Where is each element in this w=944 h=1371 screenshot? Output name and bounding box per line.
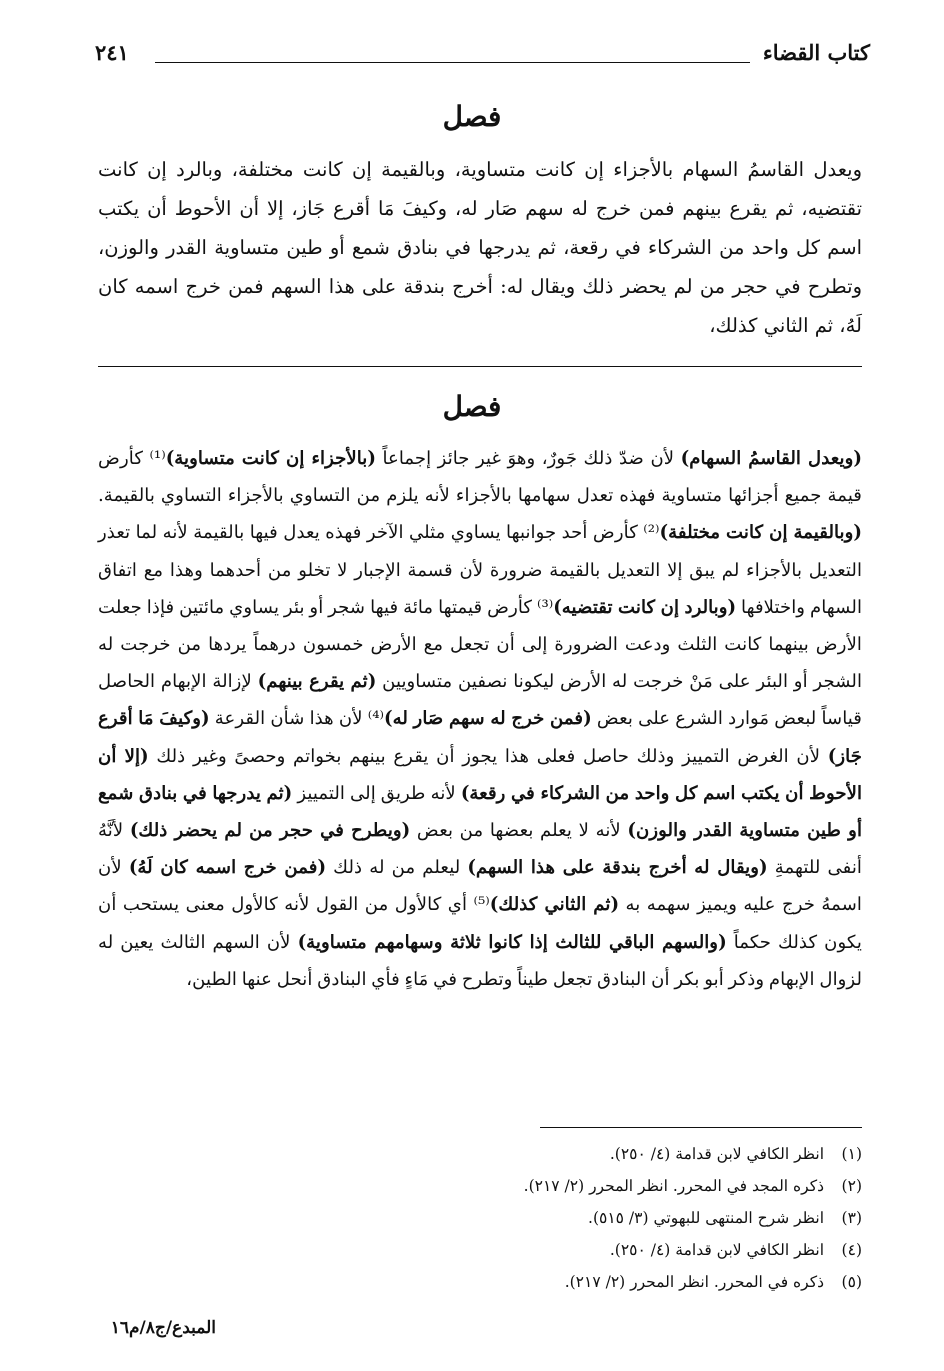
footnotes [98, 1138, 862, 1298]
footnote-number: (٣) [841, 1209, 862, 1227]
commentary-segment: لأن اسمهُ خرج عليه ويميز سهمه به [98, 857, 862, 916]
commentary-segment: ⁽²⁾ كأرض أحد جوانبها يساوي مثلي الآخر فهذه يعدل فيها بالقيمة لأنه لما تعذر التعديل بالأجزاء لم يبق إلا التعديل بالقيمة ضرورة لأن قسمة الإجبار لا تخلو من أحدهما وهذا مع اتفاق السهام واختلافها [98, 522, 862, 618]
quoted-matn-segment: (ثم يقرع بينهم) [257, 671, 377, 693]
header-rule [155, 62, 750, 63]
running-header [95, 36, 870, 70]
quoted-matn-segment: (والسهم الباقي للثالث إذا كانوا ثلاثة وسهامهم متساوية) [297, 931, 727, 953]
commentary-segment: لأنه لا يعلم بعضها من بعض [410, 820, 628, 842]
footnote-number: (٢) [841, 1177, 862, 1195]
footnote-text: انظر الكافي لابن قدامة (٤/ ٢٥٠). [609, 1241, 824, 1259]
commentary-segment: ⁽⁵⁾ أي كالأول من القول لأنه كالأول معنى يستحب أن يكون كذلك حكماً [98, 894, 862, 953]
footnote-rule [540, 1127, 862, 1128]
section-divider [98, 366, 862, 367]
quoted-matn-segment: (فمن خرج اسمه كان لَهُ) [128, 857, 327, 879]
commentary-segment: لأن السهم الثالث يعين له لزوال الإبهام وذكر أبو بكر أن البنادق تجعل طيناً وتطرح في مَاءٍ فأي البنادق أنحل عنها الطين، [98, 931, 862, 990]
commentary-segment: ⁽³⁾ كأرض قيمتها مائة فيها شجر أو بئر يساوي مائتين فإذا جعلت الأرض بينهما كانت الثلث ودعت الضرورة إلى أن تجعل مع الأرض خمسون درهماً يردها من خرجت له الشجر أو البئر على مَنْ خرجت له الأرض ليكونا نصفين متساويين [98, 596, 863, 693]
commentary-segment: ⁽⁴⁾ لأن هذا شأن القرعة [209, 708, 384, 730]
section-title-sharh: فصل [442, 390, 502, 423]
footnote-item [98, 1266, 862, 1298]
quoted-matn-segment: (ثم الثاني كذلك) [489, 894, 620, 916]
quoted-matn-segment: (بالأجزاء إن كانت متساوية) [165, 448, 376, 469]
footnote-item [98, 1138, 862, 1170]
section-title-matn: فصل [442, 100, 502, 133]
footnote-text: ذكره في المحرر. انظر المحرر (٢/ ٢١٧). [564, 1273, 824, 1291]
quoted-matn-segment: (وبالرد إن كانت تقتضيه) [553, 596, 737, 618]
quoted-matn-segment: (ويعدل القاسمُ السهام) [680, 448, 862, 469]
book-title: كتاب القضاء [762, 40, 870, 65]
page-footer: المبدع/ج٨/م١٦ [110, 1318, 216, 1338]
commentary-segment: لأنَّهُ أنفى للتهمةِ [98, 820, 862, 879]
commentary-segment: لأنه طريق إلى التمييز [292, 782, 461, 804]
quoted-matn-segment: (ويقال له أخرج بندقة على هذا السهم) [467, 857, 768, 879]
commentary-segment: ليعلم من له ذلك [326, 857, 468, 879]
quoted-matn-segment: (إلا أن الأحوط أن يكتب اسم كل واحد من الشركاء في رقعة) [98, 745, 863, 804]
footnote-item [98, 1170, 862, 1202]
page-number: ٢٤١ [95, 40, 129, 65]
quoted-matn-segment: (ثم يدرجها في بنادق شمع أو طين متساوية القدر والوزن) [98, 782, 862, 842]
commentary-segment: لأن ضدّ ذلك جَورٌ، وهوَ غير جائز إجماعاً [375, 448, 681, 469]
commentary-text [98, 440, 862, 998]
footnote-number: (٥) [841, 1273, 862, 1291]
footnote-number: (١) [841, 1145, 862, 1163]
footnote-text: ذكره المجد في المحرر. انظر المحرر (٢/ ٢١٧). [523, 1177, 824, 1195]
footnote-number: (٤) [841, 1241, 862, 1259]
commentary-segment: ⁽¹⁾ كأرض قيمة جميع أجزائها متساوية فهذه تعدل سهامها بالأجزاء لأنه يلزم من التساوي بالأجزاء التساوي بالقيمة. [98, 448, 862, 507]
commentary-segment: لأن الغرض التمييز وذلك حاصل فعلى هذا يجوز أن يقرع بينهم بخواتم وحصىً وغير ذلك [148, 745, 828, 767]
quoted-matn-segment: (ويطرح في حجر من لم يحضر ذلك) [129, 820, 411, 842]
footnote-text: انظر شرح المنتهى للبهوتي (٣/ ٥١٥). [588, 1209, 824, 1227]
quoted-matn-segment: (وكيفَ مَا أقرع جَاز) [98, 708, 862, 767]
footnote-item [98, 1202, 862, 1234]
quoted-matn-segment: (فمن خرج له سهم صَار له) [383, 708, 592, 730]
footnote-item [98, 1234, 862, 1266]
footnote-text: انظر الكافي لابن قدامة (٤/ ٢٥٠). [609, 1145, 824, 1163]
matn-text: ويعدل القاسمُ السهام بالأجزاء إن كانت متساوية، وبالقيمة إن كانت مختلفة، وبالرد إن كانت تقتضيه، ثم يقرع بينهم فمن خرج له سهم صَار له، وكيفَ مَا أقرع جَاز، إلا أن الأحوط أن يكتب اسم كل واحد من الشركاء في رقعة، ثم يدرجها في بنادق شمع أو طين متساوية القدر والوزن، وتطرح في حجر من لم يحضر ذلك ويقال له: أخرج بندقة على هذا السهم فمن خرج اسمه كان لَهُ، ثم الثاني كذلك، [98, 158, 862, 337]
quoted-matn-segment: (وبالقيمة إن كانت مختلفة) [659, 522, 862, 544]
commentary-segment: لإزالة الإبهام الحاصل قياساً لبعض مَوارد الشرع على بعض [98, 671, 862, 730]
